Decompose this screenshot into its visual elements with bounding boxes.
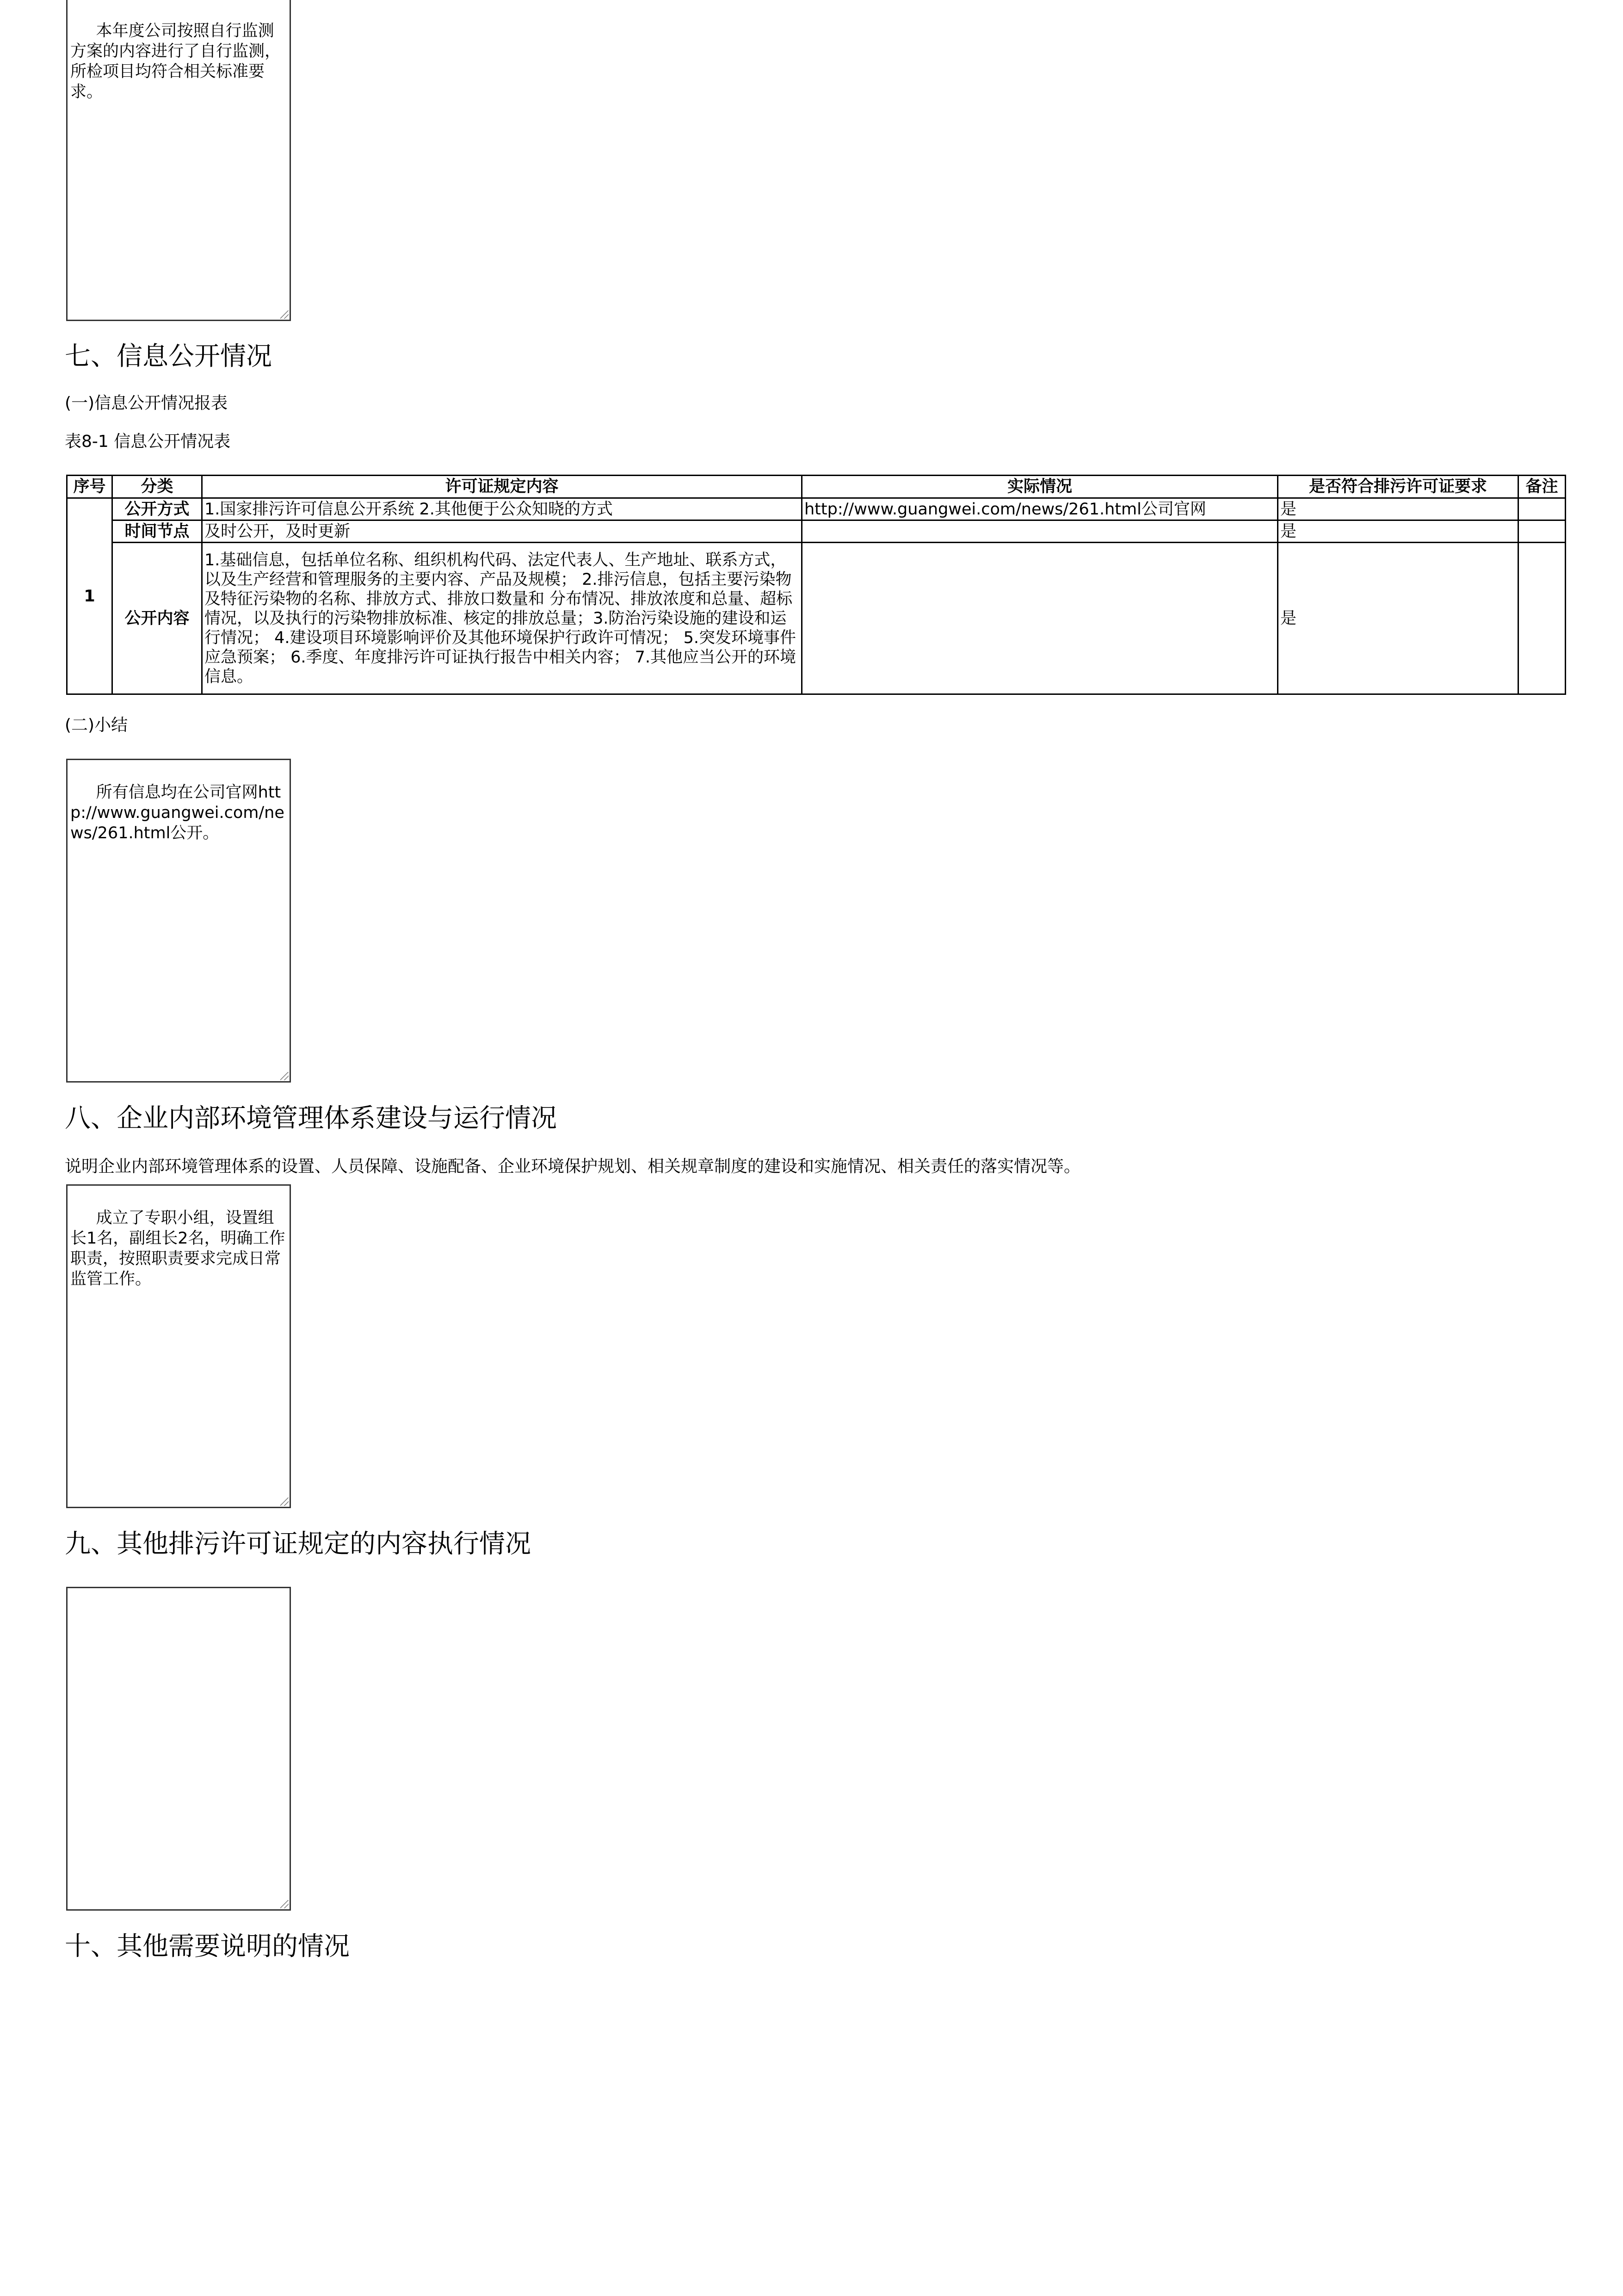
header-actual: 实际情况: [802, 476, 1278, 498]
resize-grip-icon[interactable]: [280, 1900, 289, 1908]
table-caption: 表8-1 信息公开情况表: [65, 432, 231, 451]
table-header-row: [67, 476, 1566, 498]
section7-sub1: (一)信息公开情况报表: [65, 394, 228, 413]
cell-required: 及时公开，及时更新: [202, 520, 802, 543]
cell-compliant: 是: [1278, 498, 1518, 520]
resize-grip-icon[interactable]: [280, 1498, 289, 1506]
monitoring-summary-text: 本年度公司按照自行监测方案的内容进行了自行监测，所检项目均符合相关标准要求。: [70, 22, 281, 101]
cell-actual: [802, 543, 1278, 694]
management-summary-textarea[interactable]: [66, 1184, 291, 1508]
section10-title: 十、其他需要说明的情况: [65, 1931, 350, 1962]
cell-actual: http://www.guangwei.com/news/261.html公司官网: [802, 498, 1278, 520]
cell-category: 时间节点: [112, 520, 202, 543]
other-permit-textarea[interactable]: [66, 1587, 291, 1911]
header-remark: 备注: [1518, 476, 1566, 498]
cell-category: 公开方式: [112, 498, 202, 520]
cell-category: 公开内容: [112, 543, 202, 694]
monitoring-summary-textarea[interactable]: [66, 0, 291, 321]
section8-title: 八、企业内部环境管理体系建设与运行情况: [65, 1103, 557, 1133]
table-row: [67, 520, 1566, 543]
resize-grip-icon[interactable]: [280, 1072, 289, 1080]
header-category: 分类: [112, 476, 202, 498]
cell-required: 1.基础信息，包括单位名称、组织机构代码、法定代表人、生产地址、联系方式，以及生产经营和管理服务的主要内容、产品及规模； 2.排污信息，包括主要污染物及特征污染物的名称、排放方式、排放口数量和 分布情况、排放浓度和总量、超标情况，以及执行的污染物排放标准、核定的排放总量；3.防治污染设施的建设和运行情况； 4.建设项目环境影响评价及其他环境保护行政许可情况； 5.突发环境事件应急预案； 6.季度、年度排污许可证执行报告中相关内容； 7.其他应当公开的环境信息。: [202, 543, 802, 694]
resize-grip-icon[interactable]: [280, 310, 289, 319]
section7-title: 七、信息公开情况: [65, 341, 272, 371]
cell-actual: [802, 520, 1278, 543]
header-required: 许可证规定内容: [202, 476, 802, 498]
table-row: [67, 543, 1566, 694]
info-disclosure-table: [66, 475, 1566, 695]
header-compliant: 是否符合排污许可证要求: [1278, 476, 1518, 498]
section9-title: 九、其他排污许可证规定的内容执行情况: [65, 1529, 531, 1559]
cell-compliant: 是: [1278, 520, 1518, 543]
cell-remark: [1518, 520, 1566, 543]
section7-sub2: (二)小结: [65, 716, 128, 735]
management-summary-text: 成立了专职小组，设置组长1名，副组长2名，明确工作职责，按照职责要求完成日常监管工作。: [70, 1209, 285, 1288]
table-row: [67, 498, 1566, 520]
cell-required: 1.国家排污许可信息公开系统 2.其他便于公众知晓的方式: [202, 498, 802, 520]
header-seq: 序号: [67, 476, 112, 498]
disclosure-summary-textarea[interactable]: [66, 759, 291, 1083]
disclosure-summary-text: 所有信息均在公司官网http://www.guangwei.com/news/261.html公开。: [70, 783, 284, 842]
cell-compliant: 是: [1278, 543, 1518, 694]
section8-description: 说明企业内部环境管理体系的设置、人员保障、设施配备、企业环境保护规划、相关规章制度的建设和实施情况、相关责任的落实情况等。: [65, 1157, 1081, 1176]
cell-remark: [1518, 498, 1566, 520]
cell-seq: 1: [67, 498, 112, 694]
cell-remark: [1518, 543, 1566, 694]
